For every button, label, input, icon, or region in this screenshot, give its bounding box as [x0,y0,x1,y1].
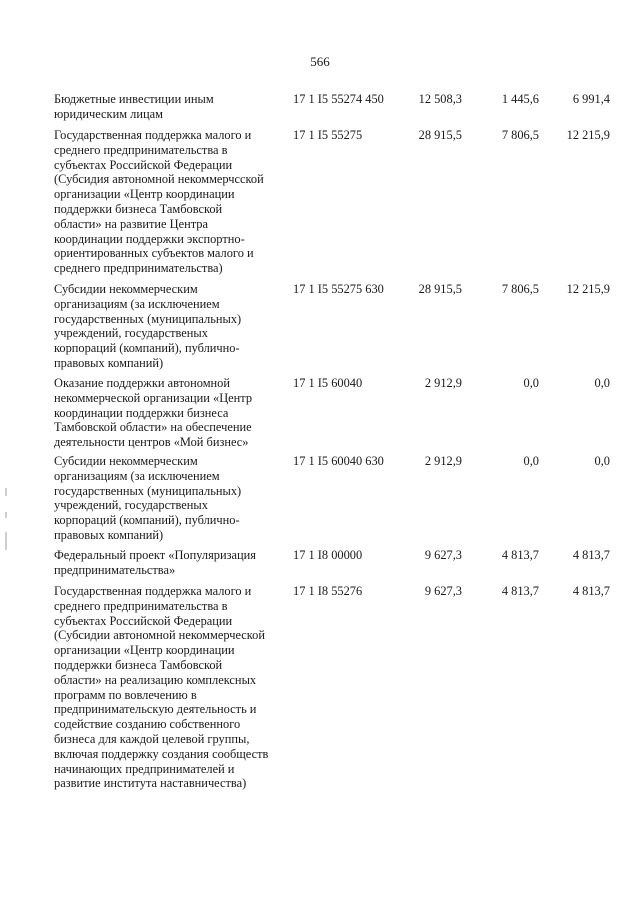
budget-code: 17 1 I5 55275 [293,128,363,142]
budget-code: 17 1 I8 00000 [293,548,363,562]
description-line: некоммерческой организации «Центр [54,390,253,405]
description-line: правовых компаний) [54,527,164,542]
amount-year-1: 28 915,5 [418,282,462,296]
budget-code: 17 1 I5 60040 [293,376,363,390]
description-line: предпринимательскую деятельность и [54,702,257,717]
description-line: бизнеса для каждой целевой группы, [54,731,250,746]
amount-year-3: 12 215,9 [566,128,610,142]
description-line: области» на развитие Центра [54,216,208,231]
description-line: юридическим лицам [54,106,163,121]
description-line: содействие созданию собственного [54,717,241,732]
description-line: субъектах Российской Федерации [54,157,233,172]
budget-code: 17 1 I5 55274 450 [293,92,384,106]
row-description [54,128,294,276]
amount-year-3: 6 991,4 [572,92,610,106]
description-line: поддержки бизнеса Тамбовской [54,657,223,672]
description-line: начинающих предпринимателей и [54,761,235,776]
description-line: программ по вовлечению в [54,687,197,702]
description-line: учреждений, государственых [54,498,208,513]
description-line: среднего предпринимательства) [54,261,223,276]
description-line: учреждений, государственых [54,326,208,341]
budget-code: 17 1 I5 55275 630 [293,282,384,296]
description-line: государственных (муниципальных) [54,311,242,326]
row-description [54,92,294,122]
description-line: организациям (за исключением [54,468,220,483]
amount-year-2: 0,0 [523,454,539,468]
description-line: правовых компаний) [54,355,164,370]
description-line: Федеральный проект «Популяризация [54,548,256,562]
amount-year-2: 0,0 [523,376,539,390]
amount-year-1: 2 912,9 [424,454,462,468]
description-line: Государственная поддержка малого и [54,128,252,142]
description-line: включая поддержку создания сообществ [54,746,269,761]
page-number: 566 [310,54,330,69]
budget-code: 17 1 I5 60040 630 [293,454,384,468]
amount-year-1: 2 912,9 [424,376,462,390]
amount-year-2: 4 813,7 [501,548,539,562]
description-line: Государственная поддержка малого и [54,584,252,598]
row-description [54,454,294,543]
description-line: корпораций (компаний), публично- [54,341,240,356]
amount-year-2: 4 813,7 [501,584,539,598]
description-line: Субсидии некоммерческим [54,282,198,296]
description-line: координации поддержки бизнеса [54,405,229,420]
amount-year-3: 0,0 [594,376,610,390]
description-line: Тамбовской области» на обеспечение [54,420,252,435]
description-line: координации поддержки экспортно- [54,231,245,246]
row-description [54,282,294,371]
margin-mark [5,512,7,518]
row-description [54,376,294,450]
description-line: среднего предпринимательства в [54,142,228,157]
description-line: среднего предпринимательства в [54,598,228,613]
description-line: государственных (муниципальных) [54,483,242,498]
amount-year-2: 1 445,6 [501,92,539,106]
description-line: субъектах Российской Федерации [54,613,233,628]
description-line: поддержки бизнеса Тамбовской [54,201,223,216]
amount-year-1: 28 915,5 [418,128,462,142]
amount-year-1: 9 627,3 [424,584,462,598]
amount-year-3: 4 813,7 [572,584,610,598]
description-line: Оказание поддержки автономной [54,376,230,390]
description-line: организации «Центр координации [54,187,235,202]
description-line: деятельности центров «Мой бизнес» [54,435,249,450]
description-line: ориентированных субъектов малого и [54,246,254,261]
amount-year-1: 12 508,3 [418,92,462,106]
description-line: предпринимательства» [54,562,176,577]
description-line: организации «Центр координации [54,643,235,658]
row-description [54,584,294,791]
amount-year-3: 4 813,7 [572,548,610,562]
description-line: Субсидии некоммерческим [54,454,198,468]
amount-year-2: 7 806,5 [501,128,539,142]
description-line: развитие института наставничества) [54,776,247,791]
description-line: (Субсидии автономной некоммерческой [54,628,265,643]
row-description [54,548,294,578]
description-line: организациям (за исключением [54,296,220,311]
description-line: области» на реализацию комплексных [54,672,257,687]
amount-year-2: 7 806,5 [501,282,539,296]
amount-year-3: 12 215,9 [566,282,610,296]
margin-mark [5,488,7,496]
description-line: (Субсидия автономной некоммерчсской [54,172,264,187]
margin-mark [5,532,7,550]
amount-year-3: 0,0 [594,454,610,468]
budget-code: 17 1 I8 55276 [293,584,363,598]
amount-year-1: 9 627,3 [424,548,462,562]
description-line: Бюджетные инвестиции иным [54,92,214,106]
description-line: корпораций (компаний), публично- [54,513,240,528]
